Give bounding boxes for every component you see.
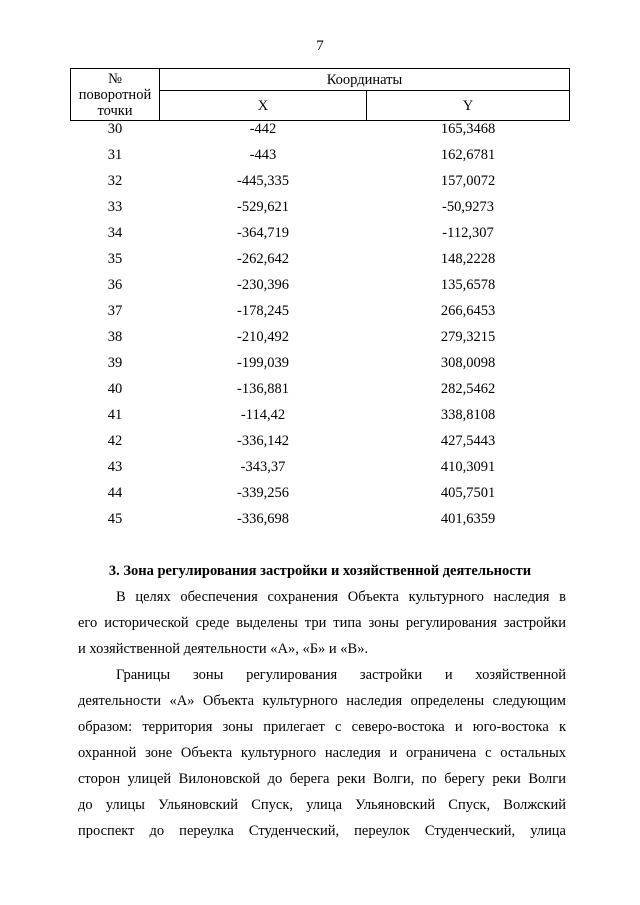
- x-coordinate-cell: -442: [249, 121, 277, 137]
- y-coordinate-cell: 279,3215: [440, 329, 496, 345]
- y-coordinate-cell: 157,0072: [440, 173, 496, 189]
- point-number-cell: 30: [107, 121, 123, 137]
- paragraph-2-line: до улицы Ульяновский Спуск, улица Ульяновский Спуск, Волжский: [78, 797, 566, 813]
- paragraph-1-line: В целях обеспечения сохранения Объекта культурного наследия в: [116, 589, 566, 605]
- y-coordinate-cell: 135,6578: [440, 277, 496, 293]
- paragraph-2-line: проспект до переулка Студенческий, переулок Студенческий, улица: [78, 823, 566, 839]
- table-row: [71, 199, 570, 225]
- table-row: [71, 329, 570, 355]
- page-number: 7: [316, 38, 324, 54]
- x-coordinate-cell: -339,256: [237, 485, 289, 501]
- point-number-cell: 32: [107, 173, 123, 189]
- point-number-cell: 34: [107, 225, 123, 241]
- x-coordinate-cell: -336,142: [237, 433, 289, 449]
- paragraph-2-line: охранной зоне Объекта культурного наследия и ограничена с остальных: [78, 745, 566, 761]
- header-x: X: [160, 91, 367, 121]
- coordinates-table: [70, 68, 570, 537]
- y-coordinate-cell: 266,6453: [440, 303, 496, 319]
- table-row: [71, 433, 570, 459]
- table-row: [71, 355, 570, 381]
- table-row: [71, 459, 570, 485]
- x-coordinate-cell: -114,42: [240, 407, 286, 423]
- header-point-number-line-1: №: [108, 70, 122, 87]
- point-number-cell: 39: [107, 355, 123, 371]
- header-y: Y: [367, 91, 570, 121]
- paragraph-2-line: сторон улицей Вилоновской до берега реки Волги, по берегу реки Волги: [78, 771, 566, 787]
- table-row: [71, 511, 570, 537]
- point-number-cell: 40: [107, 381, 123, 397]
- paragraph-2-line: Границы зоны регулирования застройки и хозяйственной: [116, 667, 566, 683]
- point-number-cell: 37: [107, 303, 123, 319]
- point-number-cell: 38: [107, 329, 123, 345]
- point-number-cell: 42: [107, 433, 123, 449]
- point-number-cell: 41: [107, 407, 123, 423]
- x-coordinate-cell: -443: [249, 147, 277, 163]
- point-number-cell: 43: [107, 459, 123, 475]
- x-coordinate-cell: -445,335: [237, 173, 289, 189]
- paragraph-1-line: его исторической среде выделены три типа зоны регулирования застройки: [78, 615, 566, 631]
- y-coordinate-cell: 308,0098: [440, 355, 496, 371]
- paragraph-1-line: и хозяйственной деятельности «А», «Б» и «В».: [78, 641, 369, 657]
- section-heading: 3. Зона регулирования застройки и хозяйственной деятельности: [108, 563, 532, 579]
- header-point-number: [71, 69, 160, 121]
- table-row: [71, 147, 570, 173]
- table-row: [71, 485, 570, 511]
- y-coordinate-cell: 401,6359: [440, 511, 496, 527]
- header-point-number-line-3: точки: [97, 102, 133, 119]
- y-coordinate-cell: 162,6781: [440, 147, 496, 163]
- y-coordinate-cell: -112,307: [442, 225, 494, 241]
- table-row: [71, 225, 570, 251]
- table-row: [71, 407, 570, 433]
- table-row: [71, 381, 570, 407]
- header-point-number-line-2: поворотной: [78, 86, 152, 103]
- table-row: [71, 121, 570, 148]
- y-coordinate-cell: 148,2228: [440, 251, 496, 267]
- y-coordinate-cell: 427,5443: [440, 433, 496, 449]
- y-coordinate-cell: 165,3468: [440, 121, 496, 137]
- table-row: [71, 173, 570, 199]
- x-coordinate-cell: -230,396: [237, 277, 289, 293]
- x-coordinate-cell: -178,245: [237, 303, 289, 319]
- x-coordinate-cell: -136,881: [237, 381, 289, 397]
- point-number-cell: 36: [107, 277, 123, 293]
- x-coordinate-cell: -262,642: [237, 251, 289, 267]
- point-number-cell: 44: [107, 485, 123, 501]
- x-coordinate-cell: -364,719: [237, 225, 289, 241]
- paragraph-1: [78, 584, 566, 662]
- point-number-cell: 35: [107, 251, 123, 267]
- table-row: [71, 303, 570, 329]
- y-coordinate-cell: 410,3091: [440, 459, 496, 475]
- x-coordinate-cell: -336,698: [237, 511, 289, 527]
- x-coordinate-cell: -529,621: [237, 199, 289, 215]
- point-number-cell: 33: [107, 199, 123, 215]
- x-coordinate-cell: -199,039: [237, 355, 289, 371]
- paragraph-2: [78, 662, 566, 844]
- table-row: [71, 251, 570, 277]
- paragraph-2-line: деятельности «А» Объекта культурного наследия определены следующим: [78, 693, 566, 709]
- y-coordinate-cell: 405,7501: [440, 485, 496, 501]
- point-number-cell: 31: [107, 147, 123, 163]
- x-coordinate-cell: -343,37: [240, 459, 286, 475]
- y-coordinate-cell: 282,5462: [440, 381, 496, 397]
- x-coordinate-cell: -210,492: [237, 329, 289, 345]
- paragraph-2-line: образом: территория зоны прилегает с северо-востока и юго-востока к: [78, 719, 566, 735]
- table-row: [71, 277, 570, 303]
- point-number-cell: 45: [107, 511, 123, 527]
- y-coordinate-cell: 338,8108: [440, 407, 496, 423]
- header-coordinates: Координаты: [160, 69, 570, 91]
- y-coordinate-cell: -50,9273: [442, 199, 494, 215]
